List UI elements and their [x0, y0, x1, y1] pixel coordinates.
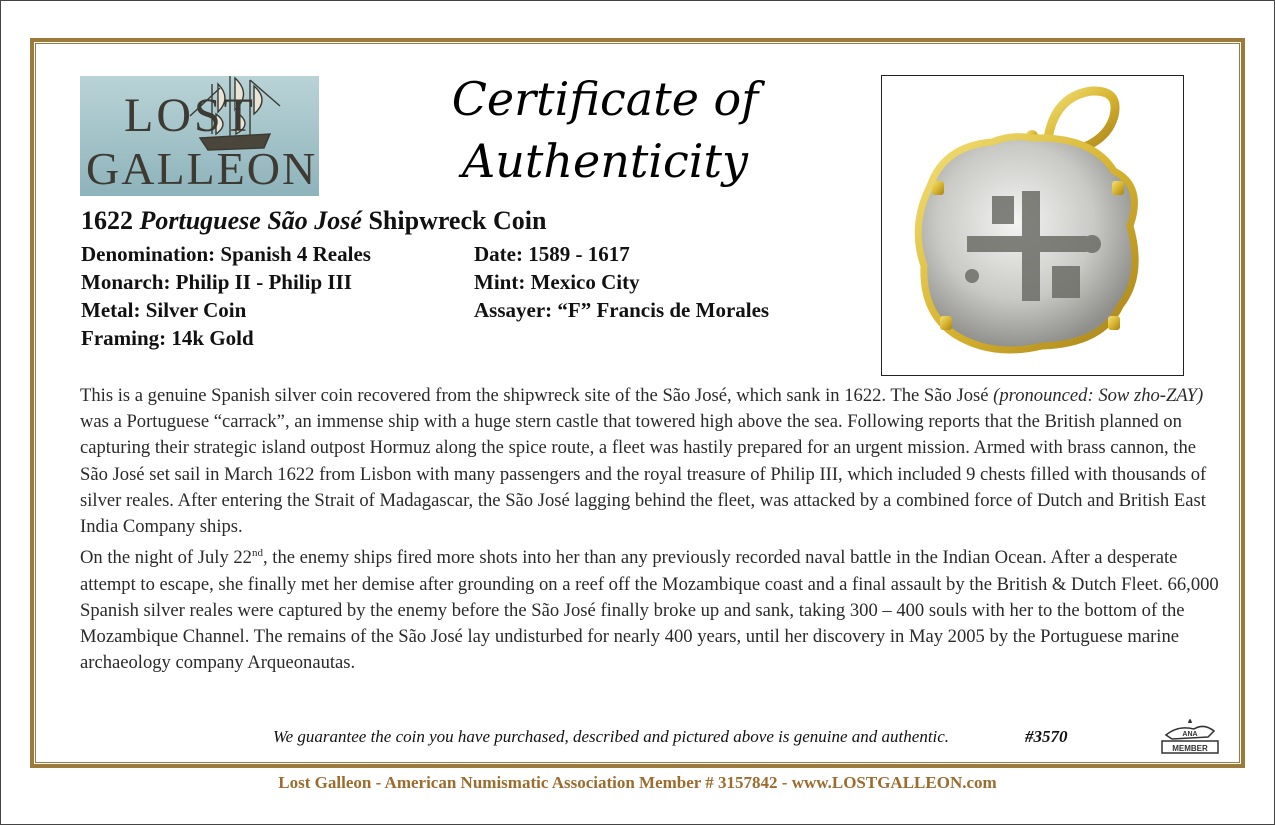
- logo-text-lost: LOST: [124, 89, 256, 142]
- subtitle-suffix: Shipwreck Coin: [368, 206, 547, 235]
- p2-text-b: , the enemy ships fired more shots into her than any previously recorded naval battle in the Indian Ocean. After a desperate attempt to escape, she finally met her demise after grounding on a reef off the Mozambique coast and a final assault by the British & Dutch Fleet. 66,000 Spanish silver reales were captured by the enemy before the São José finally broke up and sank, taking 300 – 400 souls with her to the bottom of the Mozambique Channel. The remains of the São José lay undisturbed for nearly 400 years, until her discovery in May 2005 by the Portuguese marine archaeology company Arqueonautas.: [80, 547, 1219, 674]
- field-metal: Metal: Silver Coin: [81, 298, 247, 322]
- guarantee-statement: We guarantee the coin you have purchased, described and pictured above is genuine and authentic.: [273, 727, 950, 746]
- p2-text-a: On the night of July 22: [80, 547, 252, 569]
- p1-text-a: This is a genuine Spanish silver coin recovered from the shipwreck site of the São José, which sank in 1622. The São José: [80, 385, 994, 406]
- p2-superscript: nd: [251, 547, 263, 560]
- field-monarch: Monarch: Philip II - Philip III: [81, 270, 352, 294]
- p1-text-b: was a Portuguese “carrack”, an immense ship with a huge stern castle that towered high above the sea. Following reports that the British planned on capturing their strategic island outpost Hormuz along the spice route, a fleet was hastily prepared for an urgent mission. Armed with brass cannon, the São José set sail in March 1622 from Lisbon with many passengers and the royal treasure of Philip III, which included 9 chests filled with thousands of silver reales. After entering the Strait of Madagascar, the São José lagging behind the fleet, was attacked by a combined force of Dutch and British East India Company ships.: [80, 411, 1207, 538]
- field-denomination: Denomination: Spanish 4 Reales: [81, 242, 371, 266]
- ana-badge-bottom: MEMBER: [1172, 744, 1208, 753]
- coin-photo: [881, 75, 1184, 376]
- history-text: [80, 383, 1225, 676]
- subtitle-ship: Portuguese São José: [139, 206, 362, 235]
- history-paragraph-1: [80, 383, 1225, 540]
- ana-badge-top: ANA: [1182, 731, 1198, 738]
- coin-pendant-image: [882, 76, 1183, 375]
- field-assayer: Assayer: “F” Francis de Morales: [474, 298, 770, 322]
- coin-subtitle: [81, 206, 546, 236]
- pronunciation: (pronounced: Sow zho-ZAY): [993, 385, 1204, 406]
- certificate-number: #3570: [1025, 727, 1068, 746]
- title-line-2: Authenticity: [462, 134, 748, 188]
- field-framing: Framing: 14k Gold: [81, 326, 254, 350]
- field-mint: Mint: Mexico City: [474, 270, 640, 294]
- field-date: Date: 1589 - 1617: [474, 242, 630, 266]
- title-line-1: Certificate of: [451, 72, 759, 126]
- logo-text-galleon: GALLEON: [86, 143, 318, 194]
- ana-member-badge: [1158, 711, 1222, 755]
- lost-galleon-logo: [80, 76, 319, 196]
- subtitle-year: 1622: [81, 206, 133, 235]
- history-paragraph-2: [80, 540, 1225, 676]
- certificate-title: [430, 68, 780, 192]
- footer-contact: Lost Galleon - American Numismatic Association Member # 3157842 - www.LOSTGALLEON.com: [278, 773, 997, 792]
- ana-lamp-icon: [1158, 711, 1222, 755]
